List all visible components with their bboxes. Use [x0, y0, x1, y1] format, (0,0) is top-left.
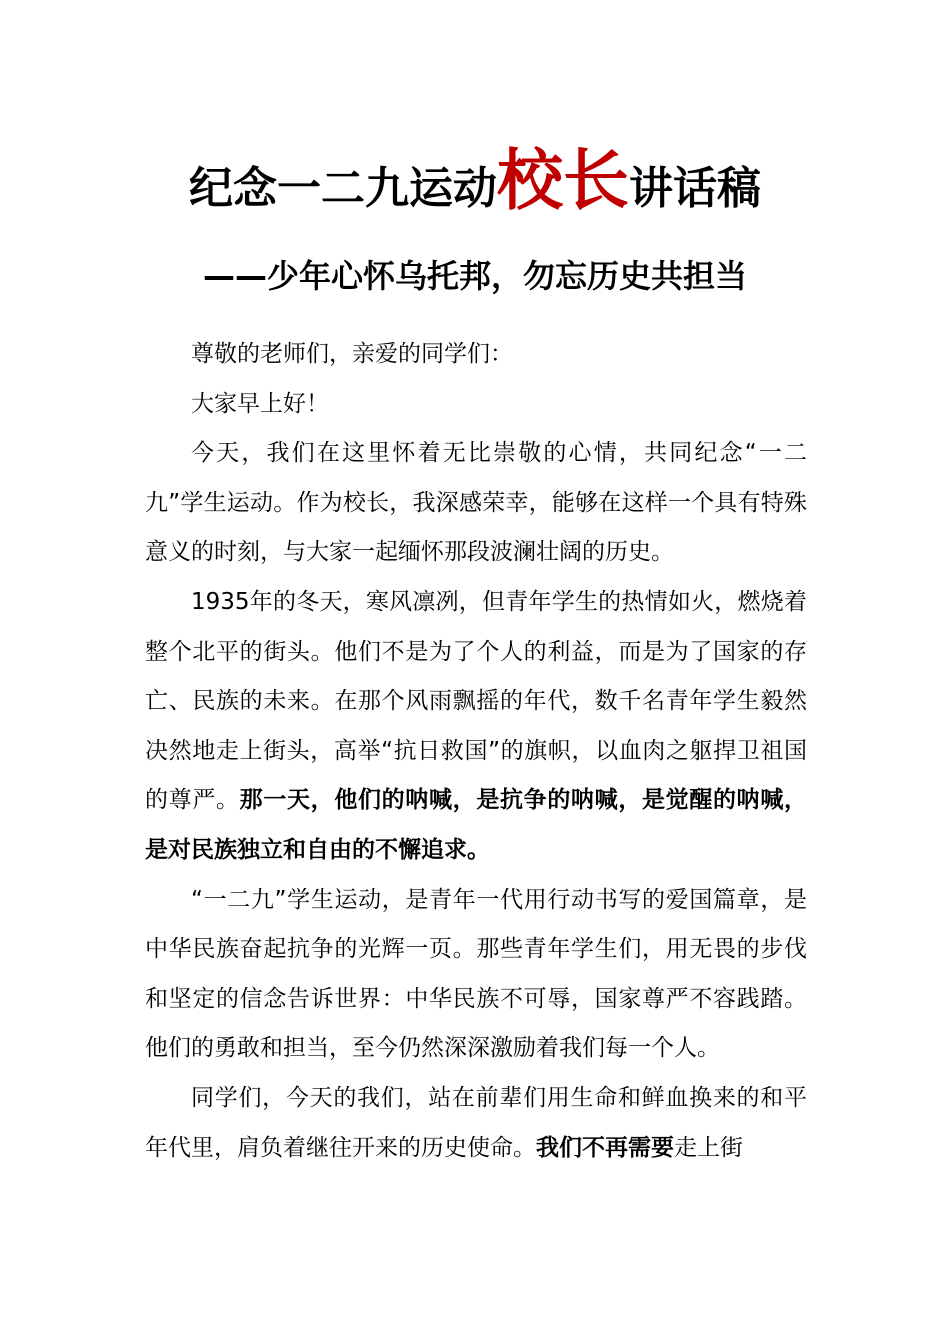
- title-suffix: 讲话稿: [629, 163, 761, 214]
- title-prefix: 纪念一二九运动: [189, 163, 497, 214]
- paragraph-2-bold: 那一天，他们的呐喊，是抗争的呐喊，是觉醒的呐喊，是对民族独立和自由的不懈追求。: [145, 787, 808, 863]
- paragraph-4-tail: 走上街: [674, 1134, 743, 1161]
- paragraph-3: “一二九”学生运动，是青年一代用行动书写的爱国篇章，是中华民族奋起抗争的光辉一页。那些青年学生们，用无畏的步伐和坚定的信念告诉世界：中华民族不可辱，国家尊严不容践踏。他们的勇敢和担当，至今仍然深深激励着我们每一个人。: [145, 886, 807, 1062]
- title-highlight: 校长: [497, 142, 629, 219]
- paragraph-4-text: 同学们，今天的我们，站在前辈们用生命和鲜血换来的和平年代里，肩负着继往开来的历史使命。: [145, 1084, 807, 1161]
- document-subtitle: ——少年心怀乌托邦，勿忘历史共担当: [202, 257, 747, 295]
- paragraph-2-text: 1935年的冬天，寒风凛冽，但青年学生的热情如火，燃烧着整个北平的街头。他们不是为了个人的利益，而是为了国家的存亡、民族的未来。在那个风雨飘摇的年代，数千名青年学生毅然决然地走上街头，高举“抗日救国”的旗帜，以血肉之躯捍卫祖国的尊严。: [145, 588, 807, 814]
- greeting-line: 尊敬的老师们，亲爱的同学们：: [191, 341, 513, 367]
- paragraph-2: [145, 578, 807, 876]
- paragraph-1: 今天，我们在这里怀着无比崇敬的心情，共同纪念“一二九”学生运动。作为校长，我深感荣幸，能够在这样一个具有特殊意义的时刻，与大家一起缅怀那段波澜壮阔的历史。: [145, 440, 807, 566]
- document-title: [0, 142, 950, 219]
- paragraph-4: [145, 1074, 807, 1173]
- speech-body: [145, 330, 807, 1173]
- morning-line: 大家早上好！: [191, 390, 329, 417]
- paragraph-4-bold: 我们不再需要: [536, 1134, 674, 1161]
